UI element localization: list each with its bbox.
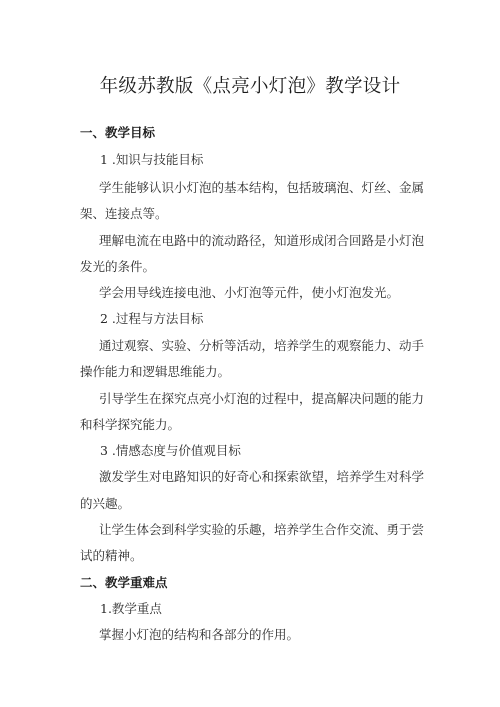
paragraph-line: 学会用导线连接电池、小灯泡等元件，使小灯泡发光。 bbox=[99, 285, 400, 300]
paragraph-line: 让学生体会到科学实验的乐趣，培养学生合作交流、勇于尝 bbox=[99, 522, 425, 537]
section-heading: 二、教学重难点 bbox=[80, 575, 168, 590]
subsection-heading: 2 .过程与方法目标 bbox=[100, 311, 204, 326]
document-title: 年级苏教版《点亮小灯泡》教学设计 bbox=[99, 76, 401, 97]
paragraph-line: 理解电流在电路中的流动路径，知道形成闭合回路是小灯泡 bbox=[99, 233, 425, 248]
paragraph-line: 通过观察、实验、分析等活动，培养学生的观察能力、动手 bbox=[99, 338, 425, 353]
section-heading: 一、教学目标 bbox=[80, 125, 156, 140]
paragraph-line: 的兴趣。 bbox=[80, 496, 131, 511]
paragraph-line: 发光的条件。 bbox=[80, 259, 156, 274]
paragraph-line: 架、连接点等。 bbox=[80, 206, 168, 221]
paragraph-line: 学生能够认识小灯泡的基本结构，包括玻璃泡、灯丝、金属 bbox=[99, 180, 425, 195]
subsection-heading: 3 .情感态度与价值观目标 bbox=[100, 443, 241, 458]
paragraph-line: 操作能力和逻辑思维能力。 bbox=[80, 364, 231, 379]
subsection-heading: 1.教学重点 bbox=[100, 601, 162, 616]
paragraph-line: 试的精神。 bbox=[80, 548, 143, 563]
paragraph-line: 和科学探究能力。 bbox=[80, 417, 181, 432]
paragraph-line: 引导学生在探究点亮小灯泡的过程中，提高解决问题的能力 bbox=[99, 391, 425, 406]
subsection-heading: 1 .知识与技能目标 bbox=[100, 152, 204, 167]
paragraph-line: 激发学生对电路知识的好奇心和探索欲望，培养学生对科学 bbox=[99, 469, 425, 484]
paragraph-line: 掌握小灯泡的结构和各部分的作用。 bbox=[99, 627, 300, 642]
